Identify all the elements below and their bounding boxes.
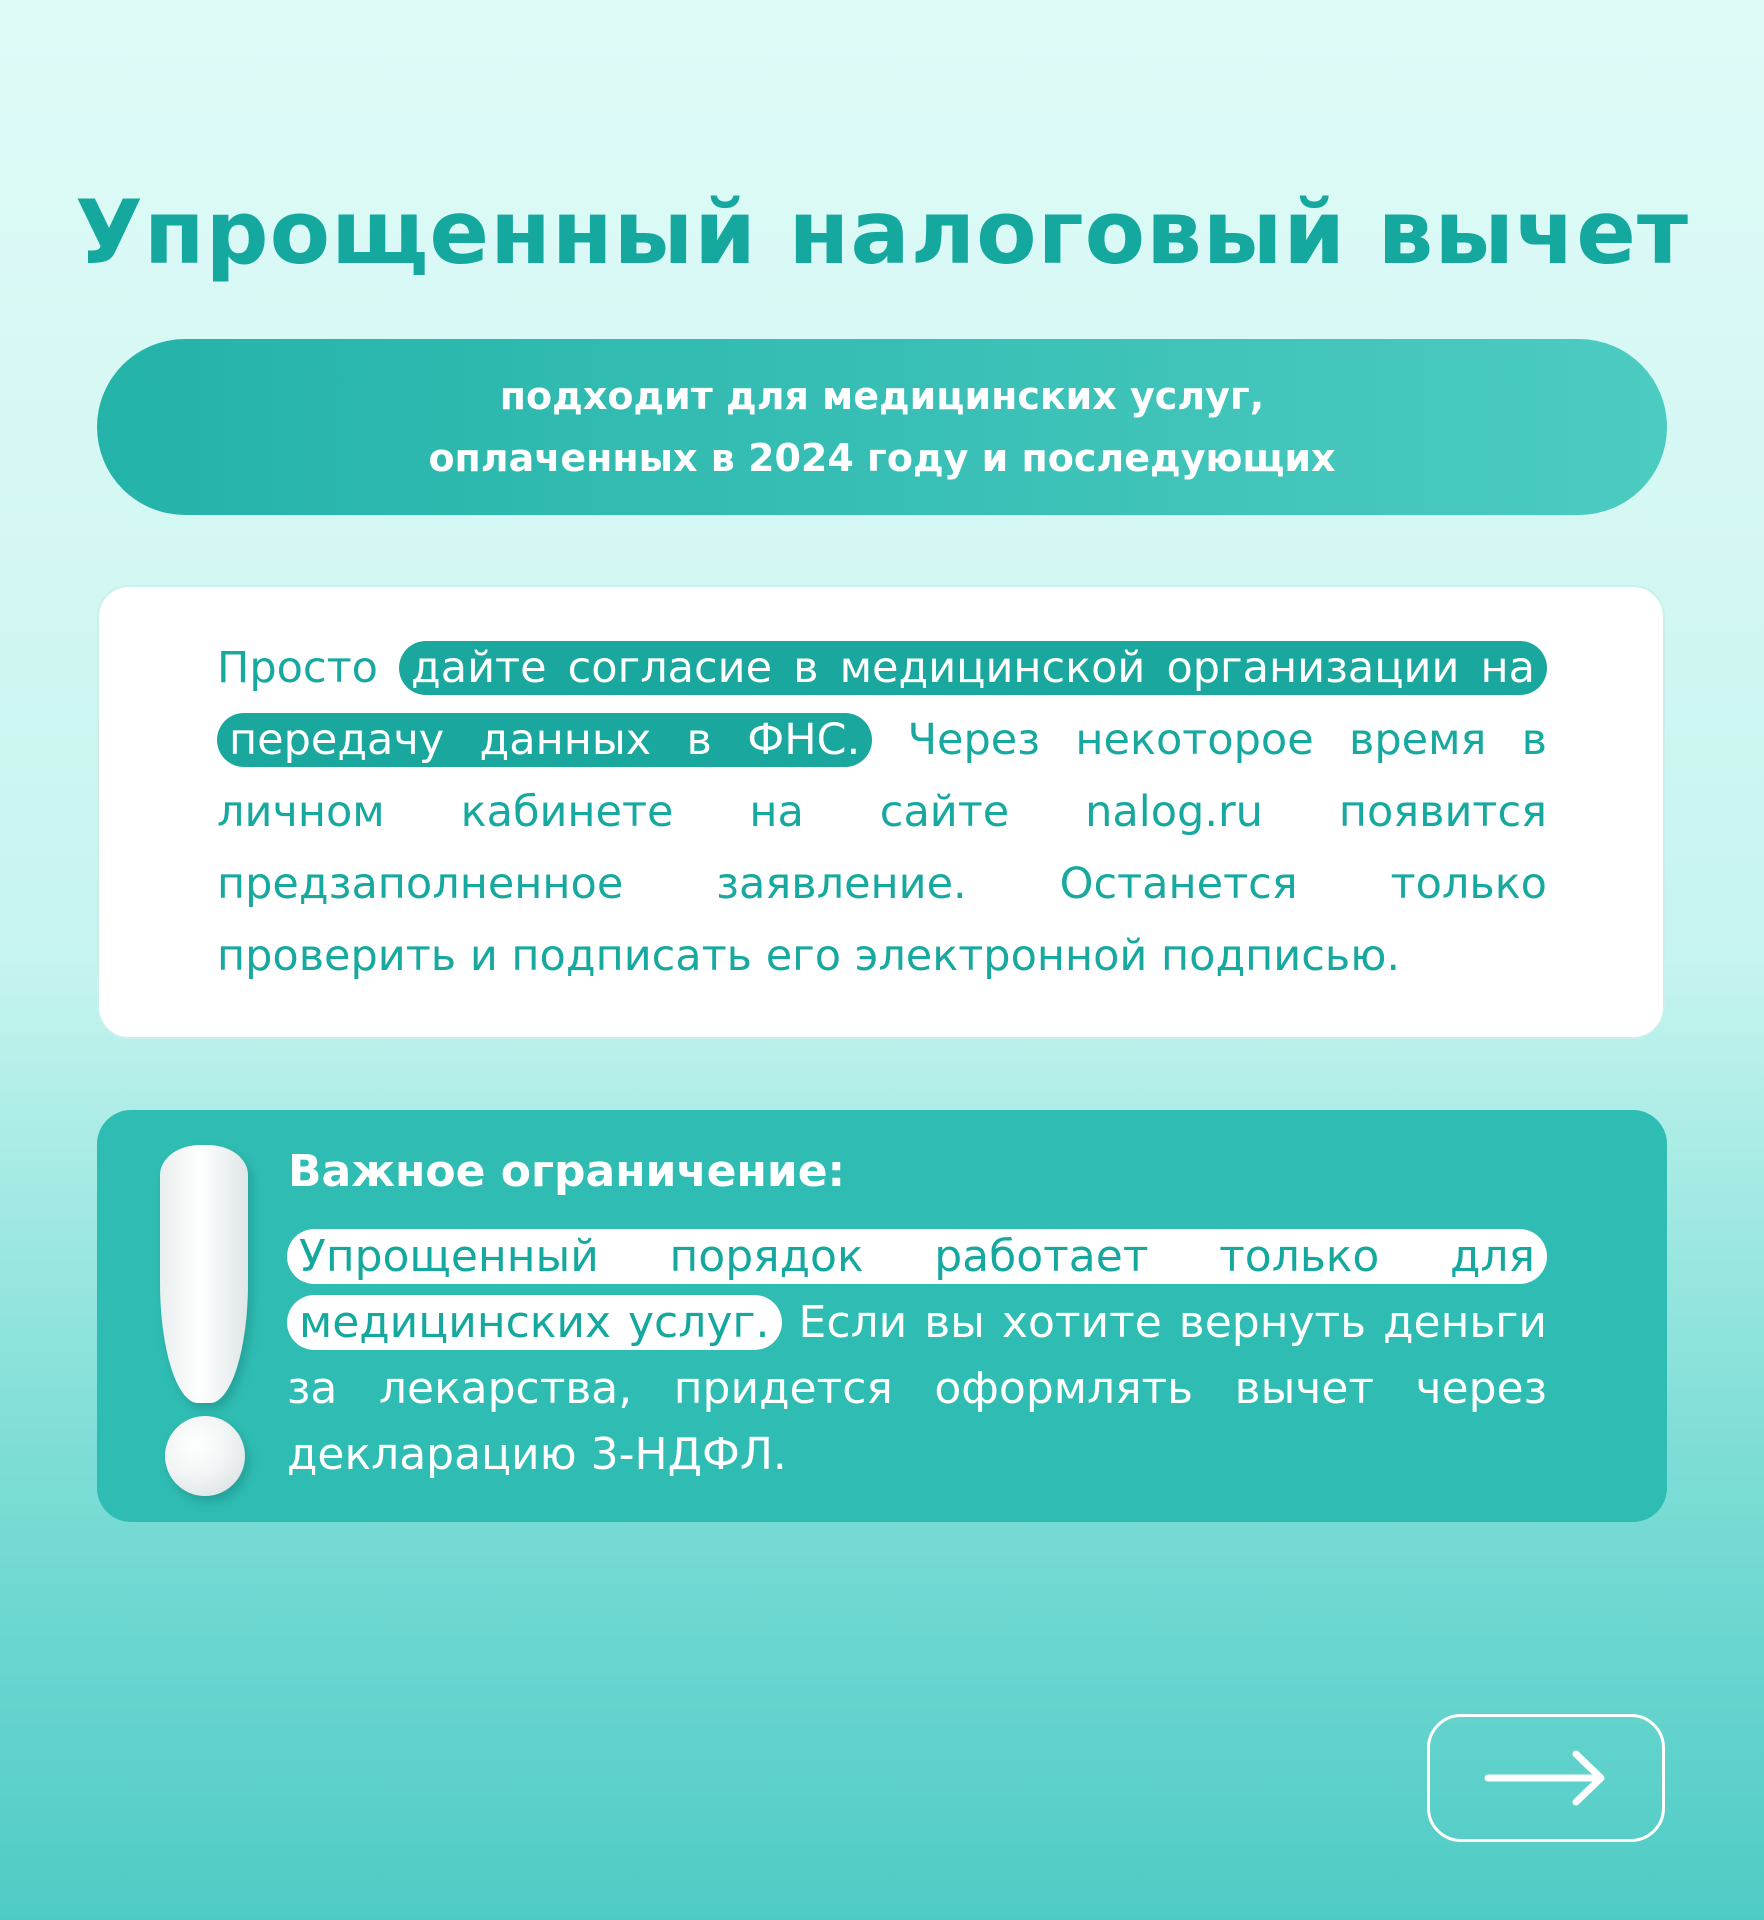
warning-rest: Если вы хотите вернуть деньги за лекарства, придется оформлять вычет через декларацию 3-НДФЛ. <box>287 1297 1547 1480</box>
banner-line-2: оплаченных в 2024 году и последующих <box>428 436 1336 480</box>
exclamation-bar <box>160 1145 248 1403</box>
info-card-text <box>217 632 1547 992</box>
info-card-highlight: дайте согласие в медицинской организации на передачу данных в ФНС. <box>217 641 1547 767</box>
warning-title: Важное ограничение: <box>288 1146 846 1197</box>
info-banner <box>97 339 1667 515</box>
warning-text <box>287 1224 1547 1488</box>
info-card-rest: Через некоторое время в личном кабинете на сайте nalog.ru появится предзаполненное заявление. Останется только проверить и подписать его электронной подписью. <box>217 715 1548 981</box>
exclamation-dot <box>165 1416 245 1496</box>
info-card-lead: Просто <box>217 643 378 693</box>
warning-highlight: Упрощенный порядок работает только для медицинских услуг. <box>287 1229 1547 1350</box>
arrow-right-icon <box>1484 1748 1608 1808</box>
page-title: Упрощенный налоговый вычет <box>75 181 1689 284</box>
next-button[interactable] <box>1427 1714 1665 1842</box>
banner-line-1: подходит для медицинских услуг, <box>499 374 1265 418</box>
